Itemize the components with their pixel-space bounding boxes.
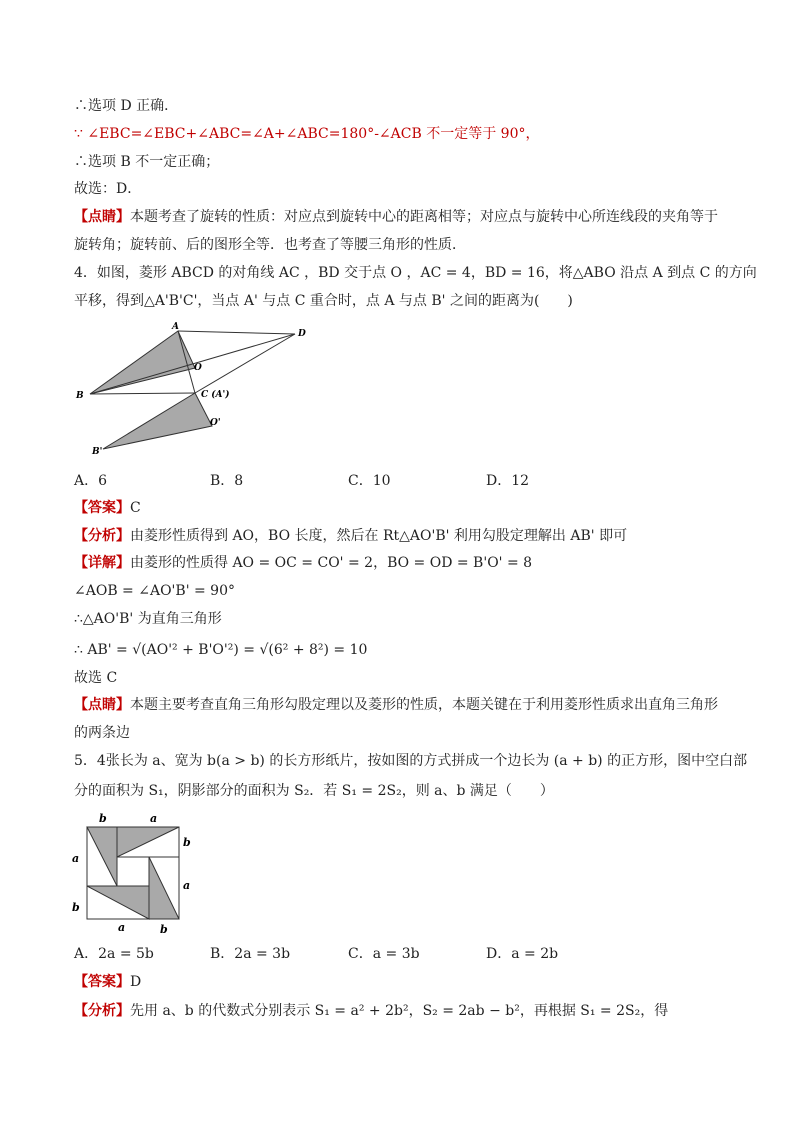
label-left-b: b bbox=[72, 901, 80, 914]
detail-tag: 【详解】 bbox=[74, 555, 130, 571]
comment-text: 本题主要考查直角三角形勾股定理以及菱形的性质，本题关键在于利用菱形性质求出直角三角形 bbox=[130, 697, 718, 713]
analysis-line bbox=[74, 527, 627, 545]
answer-value: D bbox=[130, 974, 142, 990]
label-a: A bbox=[172, 322, 179, 332]
analysis-text: 由菱形性质得到 AO，BO 长度，然后在 Rt△AO'B' 利用勾股定理解出 AB' 即可 bbox=[130, 528, 628, 544]
text-line: ∴选项 B 不一定正确； bbox=[74, 154, 220, 170]
text-line: 故选 C bbox=[74, 670, 118, 686]
comment-tag: 【点睛】 bbox=[74, 697, 130, 713]
detail-text: 由菱形的性质得 AO = OC = CO' = 2，BO = OD = B'O' = 8 bbox=[130, 555, 533, 571]
answer-tag: 【答案】 bbox=[74, 974, 130, 990]
label-right-a: a bbox=[183, 879, 191, 892]
label-o-prime: O' bbox=[210, 418, 221, 428]
answer-tag: 【答案】 bbox=[74, 500, 130, 516]
analysis-tag: 【分析】 bbox=[74, 1003, 130, 1019]
label-b-prime: B' bbox=[92, 447, 103, 457]
label-b: B bbox=[76, 391, 84, 401]
label-top-b: b bbox=[99, 812, 107, 825]
question-5-line-1: 5．4张长为 a、宽为 b(a > b) 的长方形纸片，按如图的方式拼成一个边长为 (a + b) 的正方形，图中空白部 bbox=[74, 753, 748, 769]
comment-text: 本题考查了旋转的性质：对应点到旋转中心的距离相等；对应点与旋转中心所连线段的夹角等于 bbox=[130, 209, 718, 225]
comment-line bbox=[74, 696, 718, 714]
label-o: O bbox=[194, 363, 202, 373]
text-line-red: ∵ ∠EBC=∠EBC+∠ABC=∠A+∠ABC=180°-∠ACB 不一定等于 90°， bbox=[74, 126, 540, 142]
label-bottom-b: b bbox=[160, 923, 168, 936]
answer-value: C bbox=[130, 500, 141, 516]
equation-line: ∴ AB' = √(AO'² + B'O'²) = √(6² + 8²) = 10 bbox=[74, 642, 368, 658]
label-top-a: a bbox=[150, 812, 158, 825]
equation-line: ∴△AO'B' 为直角三角形 bbox=[74, 611, 222, 627]
analysis-tag: 【分析】 bbox=[74, 528, 130, 544]
label-left-a: a bbox=[72, 852, 80, 865]
comment-line bbox=[74, 208, 718, 226]
option-c: C．10 bbox=[348, 473, 391, 489]
comment-tag: 【点睛】 bbox=[74, 209, 130, 225]
analysis-line bbox=[74, 1002, 668, 1020]
answer-line bbox=[74, 973, 141, 991]
label-d: D bbox=[298, 329, 306, 339]
label-right-b: b bbox=[183, 836, 191, 849]
option-c: C．a = 3b bbox=[348, 946, 420, 962]
label-c: C (A') bbox=[201, 390, 230, 400]
text-line: 的两条边 bbox=[74, 725, 130, 741]
option-d: D．12 bbox=[486, 473, 530, 489]
figure-rhombus-translation bbox=[70, 318, 330, 463]
question-4-line-1: 4．如图，菱形 ABCD 的对角线 AC ，BD 交于点 O ，AC = 4，BD = 16，将△ABO 沿点 A 到点 C 的方向 bbox=[74, 265, 757, 281]
analysis-text: 先用 a、b 的代数式分别表示 S₁ = a² + 2b²，S₂ = 2ab − b²，再根据 S₁ = 2S₂，得 bbox=[130, 1003, 669, 1019]
text-line: 旋转角；旋转前、后的图形全等．也考查了等腰三角形的性质． bbox=[74, 237, 466, 253]
question-5-line-2: 分的面积为 S₁，阴影部分的面积为 S₂．若 S₁ = 2S₂，则 a、b 满足（ ） bbox=[74, 783, 554, 799]
detail-line bbox=[74, 554, 532, 572]
figure-square-rectangles bbox=[66, 806, 200, 936]
answer-line bbox=[74, 499, 141, 517]
option-b: B．2a = 3b bbox=[210, 946, 291, 962]
label-bottom-a: a bbox=[118, 921, 126, 934]
option-b: B．8 bbox=[210, 473, 244, 489]
text-line: 故选：D． bbox=[74, 181, 142, 197]
text-line: ∴选项 D 正确． bbox=[74, 98, 179, 114]
equation-line: ∠AOB = ∠AO'B' = 90° bbox=[74, 583, 235, 599]
option-d: D．a = 2b bbox=[486, 946, 559, 962]
question-4-line-2: 平移，得到△A'B'C'，当点 A' 与点 C 重合时，点 A 与点 B' 之间的距离为( ) bbox=[74, 293, 573, 309]
option-a: A．6 bbox=[74, 473, 108, 489]
option-a: A．2a = 5b bbox=[74, 946, 154, 962]
